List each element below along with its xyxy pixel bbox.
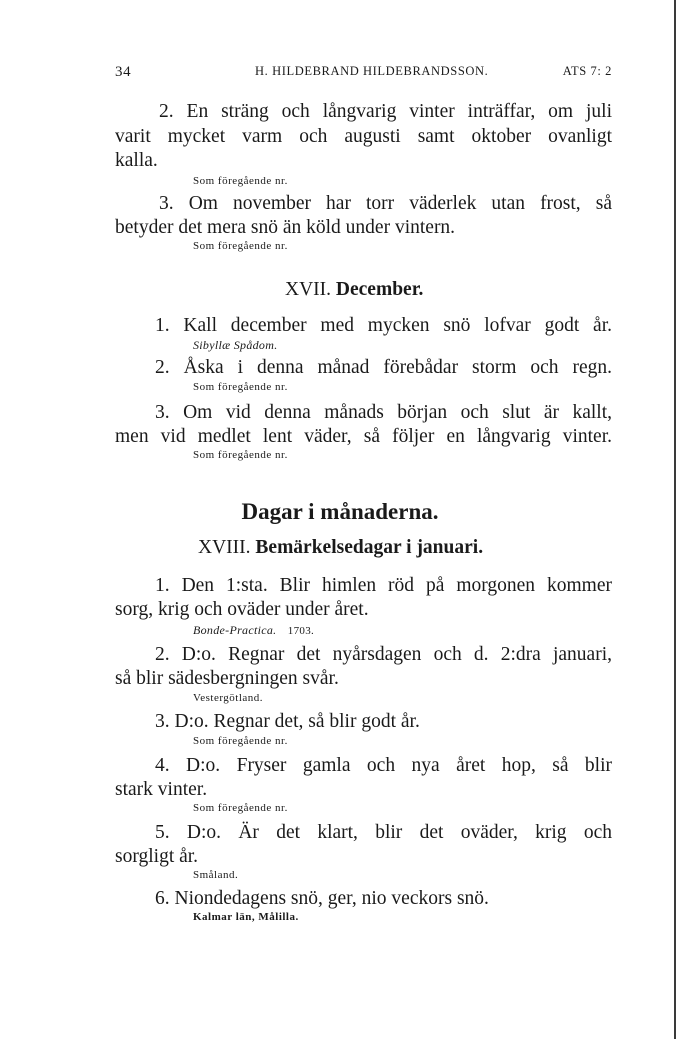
december-heading-title: December. <box>335 279 424 300</box>
dec-item3-source: Som föregående nr. <box>193 449 288 461</box>
jan-item2-line1: 2. D:o. Regnar det nyårsdagen och d. 2:dra januari, <box>155 644 612 665</box>
jan-item4-source: Som föregående nr. <box>193 802 288 814</box>
section-title: Dagar i månaderna. <box>241 499 439 524</box>
jan-item2-source: Vestergötland. <box>193 692 264 704</box>
nov-item3-line1: 3. Om november har torr väderlek utan frost, så <box>159 193 612 214</box>
january-heading-number: XVIII. <box>198 537 251 558</box>
dec-item3-line2: men vid medlet lent väder, så följer en långvarig vinter. <box>115 426 612 447</box>
jan-item5-line2: sorgligt år. <box>115 846 199 867</box>
jan-item1-source-title: Bonde-Practica. <box>193 623 277 637</box>
nov-item2-line2: varit mycket varm och augusti samt oktober ovanligt <box>115 126 612 147</box>
december-heading-number: XVII. <box>285 279 332 300</box>
jan-item4-line1: 4. D:o. Fryser gamla och nya året hop, så blir <box>155 755 612 776</box>
jan-item3-source: Som föregående nr. <box>193 735 288 747</box>
jan-item6-source: Kalmar län, Målilla. <box>193 911 299 923</box>
jan-item3-text: 3. D:o. Regnar det, så blir godt år. <box>155 711 420 732</box>
dec-item1-text: 1. Kall december med mycken snö lofvar godt år. <box>155 315 612 336</box>
nov-item3-line2: betyder det mera snö än köld under vintern. <box>115 217 456 238</box>
jan-item1-line1: 1. Den 1:sta. Blir himlen röd på morgonen kommer <box>155 575 612 596</box>
nov-item2-source: Som föregående nr. <box>193 175 288 187</box>
dec-item2-source: Som föregående nr. <box>193 381 288 393</box>
jan-item1-source <box>193 623 314 638</box>
dec-item1-source: Sibyllæ Spådom. <box>193 338 278 352</box>
jan-item5-source: Småland. <box>193 869 239 881</box>
nov-item3-source: Som föregående nr. <box>193 240 288 252</box>
jan-item1-line2: sorg, krig och oväder under året. <box>115 599 369 620</box>
page-number: 34 <box>115 64 132 80</box>
nov-item2-line1: 2. En sträng och långvarig vinter inträffar, om juli <box>159 101 612 122</box>
january-heading <box>198 537 483 559</box>
series-label: ATS 7: 2 <box>562 64 612 78</box>
dec-item3-line1: 3. Om vid denna månads början och slut är kallt, <box>155 402 612 423</box>
jan-item6-text: 6. Niondedagens snö, ger, nio veckors snö. <box>155 888 489 909</box>
january-heading-title: Bemärkelsedagar i januari. <box>255 537 484 558</box>
jan-item2-line2: så blir sädesbergningen svår. <box>115 668 339 689</box>
jan-item5-line1: 5. D:o. Är det klart, blir det oväder, krig och <box>155 822 612 843</box>
dec-item2-text: 2. Åska i denna månad förebådar storm och regn. <box>155 357 612 378</box>
page-header <box>115 64 612 84</box>
jan-item1-source-year: 1703. <box>287 625 315 637</box>
december-heading <box>285 279 423 301</box>
running-title: H. HILDEBRAND HILDEBRANDSSON. <box>255 64 489 78</box>
nov-item2-line3: kalla. <box>115 150 158 171</box>
jan-item4-line2: stark vinter. <box>115 779 208 800</box>
